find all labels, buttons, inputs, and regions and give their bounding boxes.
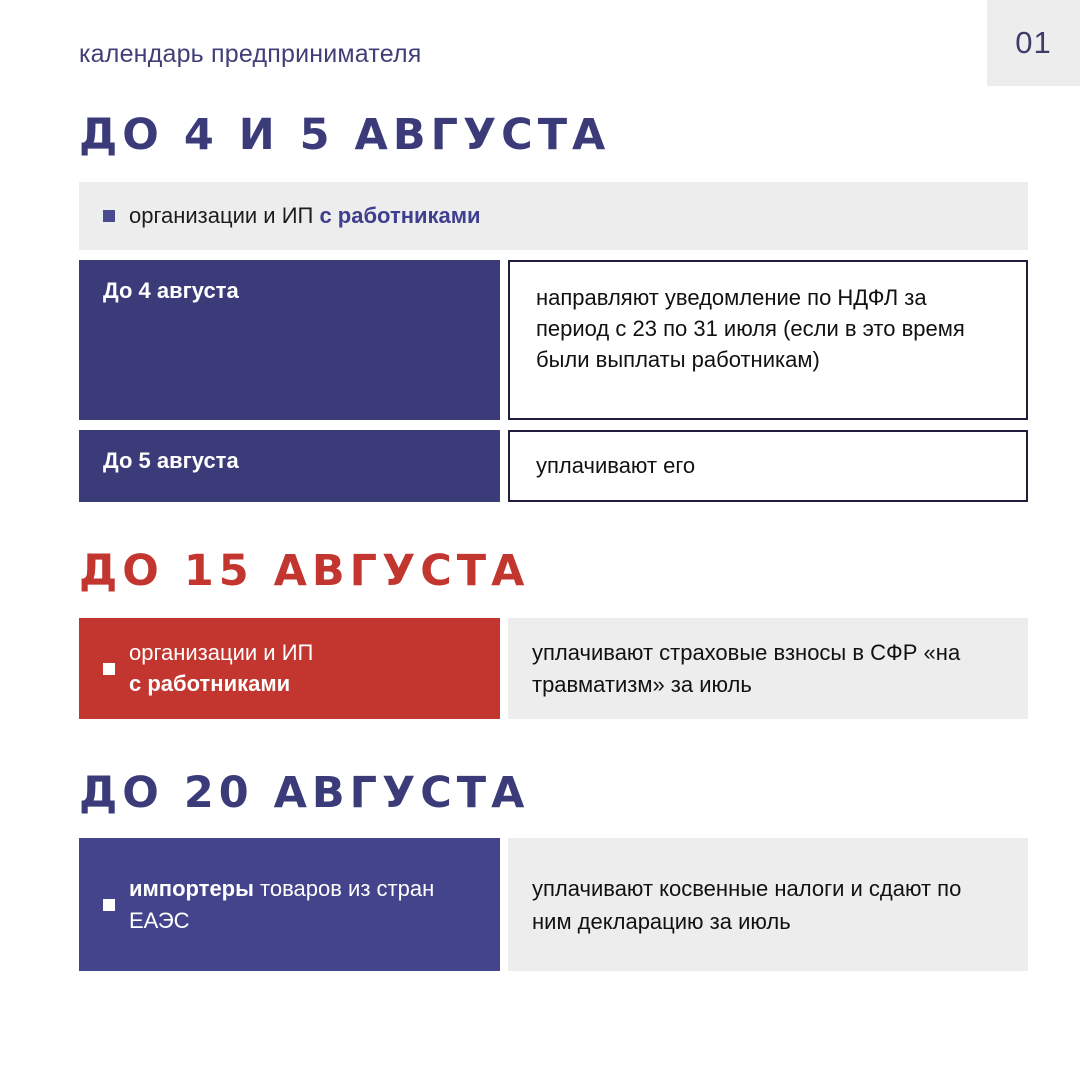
kicker-title: календарь предпринимателя [79,40,422,68]
audience-text-3: импортеры товаров из стран ЕАЭС [129,876,435,933]
section-title-1: ДО 4 И 5 АВГУСТА [79,110,611,160]
date-label-2: До 5 августа [79,430,500,502]
audience-block-3 [79,838,500,971]
section-title-2: ДО 15 АВГУСТА [79,546,530,596]
date-description-1: направляют уведомление по НДФЛ за период с 23 по 31 июля (если в это время были выплаты работникам) [508,260,1028,420]
square-bullet-icon [103,899,115,911]
date-description-2: уплачивают его [508,430,1028,502]
section-description-3: уплачивают косвенные налоги и сдают по ним декларацию за июль [508,838,1028,971]
date-label-1: До 4 августа [79,260,500,420]
page-number-box [987,0,1080,86]
audience-text-2: организации и ИП с работниками [129,639,314,696]
section-title-3: ДО 20 АВГУСТА [79,768,530,818]
audience-block-2 [79,618,500,719]
audience-text-1: организации и ИП с работниками [129,203,481,228]
square-bullet-icon [103,210,115,222]
audience-strip-1 [79,182,1028,250]
square-bullet-icon [103,663,115,675]
section-description-2: уплачивают страховые взносы в СФР «на травматизм» за июль [508,618,1028,719]
page-number: 01 [1015,25,1052,60]
